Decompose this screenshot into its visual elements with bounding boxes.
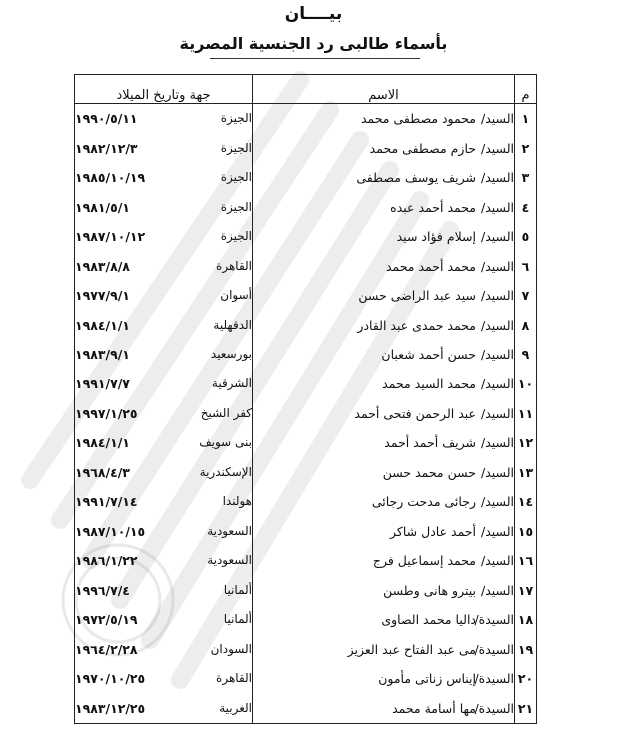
birth-info-cell xyxy=(75,634,253,663)
honorific: السيدة/ xyxy=(474,612,514,628)
person-name-cell xyxy=(253,546,515,575)
honorific: السيدة/ xyxy=(474,700,514,716)
birth-info-cell xyxy=(75,576,253,605)
person-name: محمد إسماعيل فرج xyxy=(372,553,476,569)
birth-info-cell xyxy=(75,133,253,162)
honorific: السيد/ xyxy=(481,317,514,333)
birth-date: ١٩٩١/٧/١٤ xyxy=(75,494,138,510)
birth-date: ١٩٨١/٥/١ xyxy=(75,199,130,215)
person-name-cell xyxy=(253,340,515,369)
person-name: سيد عبد الراضى حسن xyxy=(358,288,476,304)
row-number: ٦ xyxy=(515,251,537,280)
honorific: السيد/ xyxy=(481,347,514,362)
person-name-cell xyxy=(253,222,515,251)
person-name: إيناس زناتى مأمون xyxy=(378,671,476,687)
row-number: ١ xyxy=(515,104,537,134)
birth-place: الإسكندرية xyxy=(199,464,252,479)
honorific: السيد/ xyxy=(481,494,514,510)
honorific: السيد/ xyxy=(481,288,514,304)
birth-place: كفر الشيخ xyxy=(200,405,252,420)
table-row xyxy=(75,281,537,310)
table-row xyxy=(75,517,537,546)
table-row xyxy=(75,251,537,280)
birth-date: ١٩٨٤/١/١ xyxy=(75,317,130,333)
table-row xyxy=(75,369,537,398)
birth-place: الدقهلية xyxy=(213,317,252,332)
birth-place: ألمانيا xyxy=(223,612,252,627)
honorific: السيد/ xyxy=(481,523,514,539)
birth-date: ١٩٨٣/١٢/٢٥ xyxy=(75,700,146,716)
person-name: شريف يوسف مصطفى xyxy=(356,170,476,186)
birth-info-cell xyxy=(75,369,253,398)
birth-place: ألمانيا xyxy=(223,582,252,597)
person-name: محمد حمدى عبد القادر xyxy=(357,317,476,333)
birth-date: ١٩٨٦/١/٢٢ xyxy=(75,553,138,569)
birth-info-cell xyxy=(75,281,253,310)
birth-date: ١٩٧٠/١٠/٢٥ xyxy=(75,671,146,687)
person-name-cell xyxy=(253,163,515,192)
birth-place: الغربية xyxy=(219,700,252,715)
birth-place: الجيزة xyxy=(220,229,252,244)
birth-date: ١٩٩١/٧/٧ xyxy=(75,376,130,392)
table-row xyxy=(75,310,537,339)
birth-info-cell xyxy=(75,546,253,575)
person-name: أحمد عادل شاكر xyxy=(390,523,476,539)
honorific: السيد/ xyxy=(481,376,514,392)
person-name-cell xyxy=(253,133,515,162)
table-row xyxy=(75,664,537,693)
birth-info-cell xyxy=(75,222,253,251)
birth-place: السودان xyxy=(210,641,252,656)
person-name-cell xyxy=(253,487,515,516)
person-name-cell xyxy=(253,634,515,663)
row-number: ١١ xyxy=(515,399,537,428)
person-name-cell xyxy=(253,693,515,723)
table-row xyxy=(75,340,537,369)
person-name: عبد الرحمن فتحى أحمد xyxy=(354,405,476,421)
person-name: مها أسامة محمد xyxy=(392,700,476,716)
birth-date: ١٩٦٤/٢/٢٨ xyxy=(75,641,138,657)
row-number: ٩ xyxy=(515,340,537,369)
row-number: ٤ xyxy=(515,192,537,221)
birth-place: الجيزة xyxy=(220,170,252,185)
person-name: رجائى مدحت رجائى xyxy=(371,494,476,510)
birth-date: ١٩٦٨/٤/٣ xyxy=(75,464,130,480)
person-name-cell xyxy=(253,192,515,221)
birth-info-cell xyxy=(75,192,253,221)
birth-date: ١٩٨٣/٨/٨ xyxy=(75,258,130,274)
person-name: مى عبد الفتاح عبد العزيز xyxy=(347,641,476,657)
birth-date: ١٩٩٠/٥/١١ xyxy=(75,111,138,127)
table-row xyxy=(75,576,537,605)
honorific: السيد/ xyxy=(481,170,514,186)
person-name-cell xyxy=(253,281,515,310)
row-number: ٧ xyxy=(515,281,537,310)
table-row xyxy=(75,133,537,162)
birth-date: ١٩٩٦/٧/٤ xyxy=(75,582,130,598)
person-name-cell xyxy=(253,428,515,457)
table-header-row xyxy=(75,75,537,104)
row-number: ١٠ xyxy=(515,369,537,398)
header-num: م xyxy=(515,75,537,104)
birth-info-cell xyxy=(75,310,253,339)
birth-date: ١٩٨٤/١/١ xyxy=(75,435,130,451)
person-name: شريف أحمد أحمد xyxy=(384,435,476,451)
birth-info-cell xyxy=(75,517,253,546)
row-number: ١٧ xyxy=(515,576,537,605)
person-name-cell xyxy=(253,576,515,605)
birth-info-cell xyxy=(75,251,253,280)
birth-date: ١٩٧٢/٥/١٩ xyxy=(75,612,138,628)
birth-place: القاهرة xyxy=(216,671,252,686)
honorific: السيد/ xyxy=(481,553,514,569)
honorific: السيد/ xyxy=(481,111,514,127)
honorific: السيدة/ xyxy=(474,641,514,657)
header-birth: جهة وتاريخ الميلاد xyxy=(75,75,253,104)
honorific: السيد/ xyxy=(481,229,514,245)
birth-date: ١٩٨٥/١٠/١٩ xyxy=(75,170,146,186)
person-name: حازم مصطفى محمد xyxy=(369,140,476,156)
person-name: إسلام فؤاد سيد xyxy=(396,229,476,245)
honorific: السيدة/ xyxy=(474,671,514,687)
birth-info-cell xyxy=(75,163,253,192)
table-row xyxy=(75,399,537,428)
row-number: ١٨ xyxy=(515,605,537,634)
table-row xyxy=(75,428,537,457)
birth-date: ١٩٨٧/١٠/١٥ xyxy=(75,523,146,539)
row-number: ٥ xyxy=(515,222,537,251)
birth-info-cell xyxy=(75,664,253,693)
honorific: السيد/ xyxy=(481,405,514,421)
row-number: ٢٠ xyxy=(515,664,537,693)
person-name-cell xyxy=(253,458,515,487)
birth-date: ١٩٨٣/٩/١ xyxy=(75,347,130,362)
person-name: حسن أحمد شعبان xyxy=(381,347,476,362)
person-name: حسن محمد حسن xyxy=(382,464,476,480)
table-row xyxy=(75,222,537,251)
subtitle-underline xyxy=(210,58,420,59)
honorific: السيد/ xyxy=(481,464,514,480)
person-name: محمد أحمد محمد xyxy=(385,258,476,274)
birth-place: الجيزة xyxy=(220,111,252,126)
person-name-cell xyxy=(253,605,515,634)
person-name: بيترو هانى وطسن xyxy=(383,582,476,598)
birth-info-cell xyxy=(75,605,253,634)
person-name-cell xyxy=(253,664,515,693)
birth-info-cell xyxy=(75,693,253,723)
table-row xyxy=(75,605,537,634)
person-name: داليا محمد الصاوى xyxy=(381,612,476,628)
table-row xyxy=(75,634,537,663)
table-row xyxy=(75,487,537,516)
honorific: السيد/ xyxy=(481,582,514,598)
birth-place: بورسعيد xyxy=(210,347,252,361)
person-name-cell xyxy=(253,310,515,339)
person-name: محمد السيد محمد xyxy=(382,376,476,392)
row-number: ١٤ xyxy=(515,487,537,516)
person-name-cell xyxy=(253,517,515,546)
birth-date: ١٩٧٧/٩/١ xyxy=(75,288,130,304)
row-number: ١٩ xyxy=(515,634,537,663)
birth-info-cell xyxy=(75,340,253,369)
table-row xyxy=(75,104,537,134)
birth-info-cell xyxy=(75,487,253,516)
table-row xyxy=(75,192,537,221)
person-name-cell xyxy=(253,369,515,398)
page-subtitle: بأسماء طالبى رد الجنسية المصرية xyxy=(179,34,448,53)
honorific: السيد/ xyxy=(481,435,514,451)
birth-date: ١٩٩٧/١/٢٥ xyxy=(75,405,138,421)
birth-place: الشرقية xyxy=(211,376,252,391)
birth-info-cell xyxy=(75,428,253,457)
row-number: ٢١ xyxy=(515,693,537,723)
row-number: ١٣ xyxy=(515,458,537,487)
table-row xyxy=(75,458,537,487)
row-number: ١٦ xyxy=(515,546,537,575)
honorific: السيد/ xyxy=(481,140,514,156)
row-number: ١٢ xyxy=(515,428,537,457)
birth-info-cell xyxy=(75,104,253,134)
row-number: ٣ xyxy=(515,163,537,192)
page-title: بيــــان xyxy=(284,4,343,24)
person-name: محمد أحمد عبده xyxy=(390,199,476,215)
birth-place: بنى سويف xyxy=(199,435,252,450)
birth-info-cell xyxy=(75,399,253,428)
birth-place: أسوان xyxy=(220,288,252,303)
birth-info-cell xyxy=(75,458,253,487)
birth-place: القاهرة xyxy=(216,258,252,273)
birth-place: السعودية xyxy=(207,553,252,568)
honorific: السيد/ xyxy=(481,258,514,274)
table-row xyxy=(75,546,537,575)
row-number: ٨ xyxy=(515,310,537,339)
person-name-cell xyxy=(253,399,515,428)
birth-place: السعودية xyxy=(207,523,252,538)
birth-date: ١٩٨٧/١٠/١٢ xyxy=(75,229,146,245)
names-table xyxy=(74,74,537,724)
birth-place: الجيزة xyxy=(220,199,252,214)
person-name-cell xyxy=(253,104,515,134)
table-row xyxy=(75,163,537,192)
row-number: ٢ xyxy=(515,133,537,162)
birth-date: ١٩٨٢/١٢/٣ xyxy=(75,140,138,156)
person-name-cell xyxy=(253,251,515,280)
honorific: السيد/ xyxy=(481,199,514,215)
header-name: الاسم xyxy=(253,75,515,104)
table-row xyxy=(75,693,537,723)
person-name: محمود مصطفى محمد xyxy=(360,111,476,127)
row-number: ١٥ xyxy=(515,517,537,546)
birth-place: الجيزة xyxy=(220,140,252,155)
birth-place: هولندا xyxy=(222,494,252,509)
